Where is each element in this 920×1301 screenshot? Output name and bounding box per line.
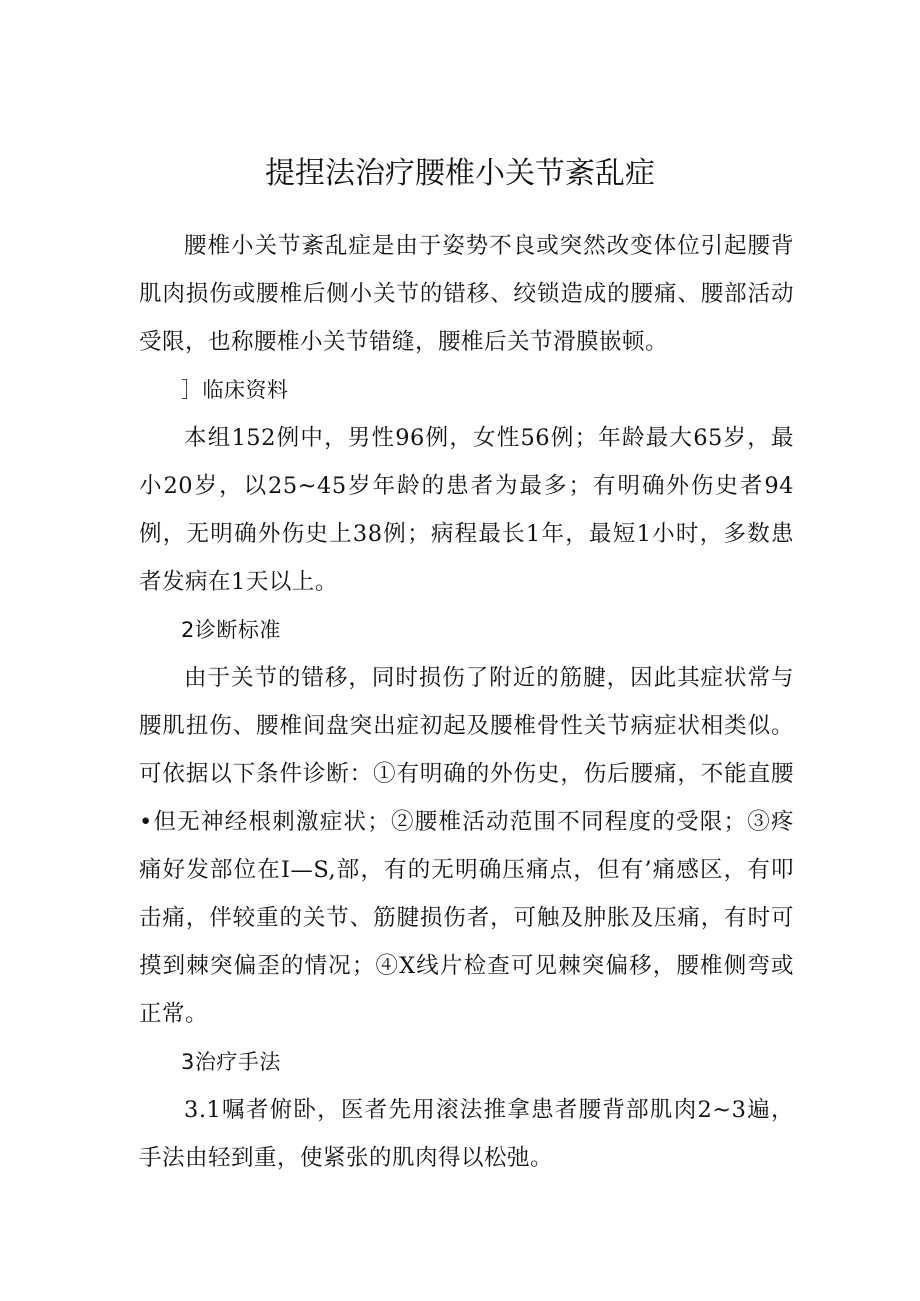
document-title: 提捏法治疗腰椎小关节紊乱症 — [265, 156, 655, 191]
section-heading-diagnosis: 2诊断标准 — [181, 618, 281, 642]
clinical-data-paragraph: 本组152例中，男性96例，女性56例；年龄最大65岁，最小20岁，以25~45岁年龄的患者为最多；有明确外伤史者94例，无明确外伤史上38例；病程最长1年，最短1小时，多数患者发病在1天以上。 — [139, 425, 794, 595]
document-body — [139, 222, 794, 1182]
section-heading-clinical-data: ］临床资料 — [181, 378, 289, 402]
diagnosis-paragraph: 由于关节的错移，同时损伤了附近的筋腱，因此其症状常与腰肌扭伤、腰椎间盘突出症初起及腰椎骨性关节病症状相类似。可依据以下条件诊断：①有明确的外伤史，伤后腰痛，不能直腰•但无神经根刺激症状；②腰椎活动范围不同程度的受限；③疼痛好发部位在I—S,部，有的无明确压痛点，但有’痛感区，有叩击痛，伴较重的关节、筋腱损伤者，可触及肿胀及压痛，有时可摸到棘突偏歪的情况；④X线片检查可见棘突偏移，腰椎侧弯或正常。 — [139, 665, 794, 1027]
treatment-paragraph: 3.1嘱者俯卧，医者先用滚法推拿患者腰背部肌肉2~3遍，手法由轻到重，使紧张的肌肉得以松弛。 — [139, 1097, 794, 1171]
intro-paragraph: 腰椎小关节紊乱症是由于姿势不良或突然改变体位引起腰背肌肉损伤或腰椎后侧小关节的错移、绞锁造成的腰痛、腰部活动受限，也称腰椎小关节错缝，腰椎后关节滑膜嵌顿。 — [139, 233, 794, 355]
section-heading-treatment: 3治疗手法 — [181, 1050, 281, 1074]
